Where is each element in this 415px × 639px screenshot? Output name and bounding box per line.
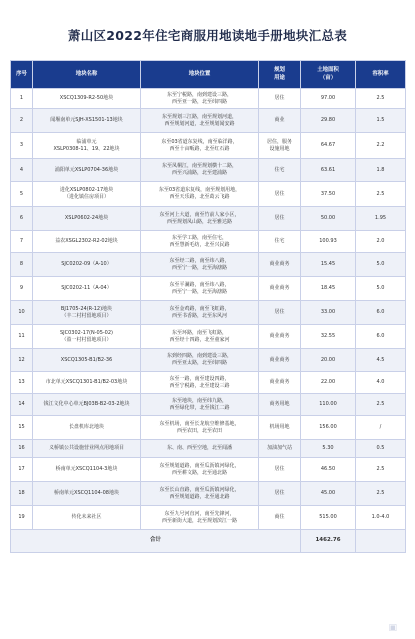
cell-name: 长盘机库北地块 [33, 416, 141, 440]
cell-use: 居住 [259, 89, 301, 109]
watermark-logo: ▣ [388, 623, 397, 633]
cell-far: 2.5 [356, 482, 406, 506]
cell-area: 63.61 [301, 159, 356, 182]
cell-use: 机场用地 [259, 416, 301, 440]
table-row [11, 458, 406, 482]
cell-location: 东至宁税路，南到建设三路， 西至亚一路，北至纬四路 [141, 89, 259, 109]
land-parcel-table [10, 60, 406, 553]
cell-use: 商业商务 [259, 372, 301, 394]
cell-area: 20.00 [301, 349, 356, 372]
cell-no: 14 [11, 394, 33, 416]
cell-no: 8 [11, 253, 33, 277]
cell-no: 10 [11, 301, 33, 325]
header-location: 地块位置 [141, 61, 259, 89]
table-header-row [11, 61, 406, 89]
cell-far: 2.5 [356, 182, 406, 207]
cell-area: 15.45 [301, 253, 356, 277]
table-row [11, 349, 406, 372]
page-title: 萧山区2022年住宅商服用地读地手册地块汇总表 [67, 28, 348, 43]
cell-no: 17 [11, 458, 33, 482]
cell-far: 2.5 [356, 458, 406, 482]
cell-far: 2.5 [356, 394, 406, 416]
table-row [11, 231, 406, 253]
cell-far: 5.0 [356, 253, 406, 277]
total-far-empty [356, 530, 406, 553]
cell-name: 钱江文化中心单元BJ03B-B2-03-2地块 [33, 394, 141, 416]
table-row [11, 89, 406, 109]
cell-name: XSLP0602-24地块 [33, 207, 141, 231]
cell-area: 46.50 [301, 458, 356, 482]
cell-name: 桥南单元XSCQ1104-3地块 [33, 458, 141, 482]
table-row [11, 109, 406, 133]
cell-location: 东至地块，南至纬九路， 西至绿化带，北至钱江二路 [141, 394, 259, 416]
cell-name: XSCQ1309-R2-50地块 [33, 89, 141, 109]
cell-far: 1.8 [356, 159, 406, 182]
table-row [11, 440, 406, 458]
cell-area: 22.00 [301, 372, 356, 394]
table-row [11, 207, 406, 231]
header-name: 地块名称 [33, 61, 141, 89]
cell-area: 45.00 [301, 482, 356, 506]
cell-name: SJC0302-17(N-05-02) （盈一村村留地项目） [33, 325, 141, 349]
cell-name: 桥南单元XSCQ1104-08地块 [33, 482, 141, 506]
table-row [11, 325, 406, 349]
cell-no: 7 [11, 231, 33, 253]
cell-location: 东至长山直路，南至瓜沥镇河绿化， 西至规划道路，北至通北路 [141, 482, 259, 506]
header-use: 规划 用途 [259, 61, 301, 89]
table-row [11, 301, 406, 325]
total-label: 合计 [11, 530, 301, 553]
table-row [11, 394, 406, 416]
header-no: 序号 [11, 61, 33, 89]
cell-far: 1.5 [356, 109, 406, 133]
cell-area: 32.55 [301, 325, 356, 349]
header-far: 容积率 [356, 61, 406, 89]
cell-use: 商业商务 [259, 277, 301, 301]
cell-no: 13 [11, 372, 33, 394]
cell-area: 18.45 [301, 277, 356, 301]
cell-use: 住宅 [259, 159, 301, 182]
cell-area: 33.00 [301, 301, 356, 325]
cell-name: XSCQ1305-B1/B2-36 [33, 349, 141, 372]
table-row [11, 482, 406, 506]
cell-far: 0.5 [356, 440, 406, 458]
cell-use: 商业商务 [259, 325, 301, 349]
cell-location: 东、南、西至空地，北至闻潘 [141, 440, 259, 458]
cell-location: 东至规划道路，南至瓜沥镇河绿化， 西至耕文路，北至通北路 [141, 458, 259, 482]
cell-area: 97.00 [301, 89, 356, 109]
cell-location: 东至经二路，南至纬八路， 西至宁一路，北至海溏路 [141, 253, 259, 277]
cell-area: 100.93 [301, 231, 356, 253]
cell-no: 3 [11, 133, 33, 159]
cell-location: 东至河上大道，南至竹前人家小区， 西至规划凤山路，北至雅达路 [141, 207, 259, 231]
cell-use: 居住，服务 设施用地 [259, 133, 301, 159]
table-row [11, 133, 406, 159]
cell-location: 东到经四路，南到建设三路， 西至亚太路，北至纬四路 [141, 349, 259, 372]
cell-no: 2 [11, 109, 33, 133]
cell-far: 2.0 [356, 231, 406, 253]
cell-use: 居住 [259, 207, 301, 231]
cell-name: BJ1705-24(R-12)地块 （丰二村村留地项目） [33, 301, 141, 325]
cell-far: 2.5 [356, 89, 406, 109]
cell-no: 16 [11, 440, 33, 458]
cell-use: 居住 [259, 182, 301, 207]
header-area: 土地面积 （亩） [301, 61, 356, 89]
cell-no: 19 [11, 506, 33, 530]
cell-name: 临浦单元 XSLP0308-11、19、22地块 [33, 133, 141, 159]
cell-location: 东至平澜路，南至纬八路， 西至宁一路，北至海溏路 [141, 277, 259, 301]
cell-no: 5 [11, 182, 33, 207]
cell-use: 居住 [259, 458, 301, 482]
cell-use: 商住 [259, 506, 301, 530]
cell-area: 515.00 [301, 506, 356, 530]
cell-use: 商务用地 [259, 394, 301, 416]
cell-use: 居住 [259, 482, 301, 506]
cell-location: 东至03省道东复线，南至规划用地， 西至天乐路，北至葛云飞路 [141, 182, 259, 207]
table-row [11, 372, 406, 394]
cell-far: 6.0 [356, 325, 406, 349]
cell-name: 浦阳单元XSLP0704-36地块 [33, 159, 141, 182]
table-row [11, 416, 406, 440]
total-row [11, 530, 406, 553]
cell-area: 37.50 [301, 182, 356, 207]
cell-name: 闻堰南单元SJH-XS1501-13地块 [33, 109, 141, 133]
table-row [11, 506, 406, 530]
table-row [11, 182, 406, 207]
cell-name: 市北单元XSCQ1301-B1/B2-03地块 [33, 372, 141, 394]
cell-no: 15 [11, 416, 33, 440]
cell-far: / [356, 416, 406, 440]
cell-far: 2.2 [356, 133, 406, 159]
cell-location: 东至金鸡路，南至飞虹路， 西至书香路，北至东风河 [141, 301, 259, 325]
cell-far: 1.95 [356, 207, 406, 231]
cell-area: 110.00 [301, 394, 356, 416]
table-row [11, 253, 406, 277]
table-row [11, 277, 406, 301]
cell-no: 6 [11, 207, 33, 231]
cell-area: 5.30 [301, 440, 356, 458]
cell-location: 东至03省道东复线，南至临洋路， 西至十亩畈路，北至红石路 [141, 133, 259, 159]
cell-use: 居住 [259, 301, 301, 325]
cell-name: 进化XSLP0802-17地块 （进化镇住房项目） [33, 182, 141, 207]
cell-area: 50.00 [301, 207, 356, 231]
cell-no: 1 [11, 89, 33, 109]
cell-name: 义桥镇公共设施营业网点用地项目 [33, 440, 141, 458]
cell-area: 29.80 [301, 109, 356, 133]
cell-name: SJC0202-09（A-10） [33, 253, 141, 277]
cell-no: 18 [11, 482, 33, 506]
cell-location: 东至机场，南至长龙航空维修基地， 西至农田，北至农田 [141, 416, 259, 440]
table-row [11, 159, 406, 182]
cell-area: 156.00 [301, 416, 356, 440]
total-area: 1462.76 [301, 530, 356, 553]
cell-area: 64.67 [301, 133, 356, 159]
cell-far: 5.0 [356, 277, 406, 301]
cell-no: 4 [11, 159, 33, 182]
cell-location: 东至环路，南至飞虹路， 西至经十四路，北至童家河 [141, 325, 259, 349]
cell-use: 商业商务 [259, 349, 301, 372]
cell-use: 商业商务 [259, 253, 301, 277]
cell-no: 9 [11, 277, 33, 301]
cell-location: 东至一路，南至建设四路， 西至宁税路，北至建设三路 [141, 372, 259, 394]
cell-name: 益农XSGL2302-R2-02地块 [33, 231, 141, 253]
cell-far: 4.0 [356, 372, 406, 394]
cell-use: 加油加气站 [259, 440, 301, 458]
cell-use: 住宅 [259, 231, 301, 253]
cell-location: 东至学工路，南至住宅， 西至慧新毛纺，北至兴民路 [141, 231, 259, 253]
cell-far: 1.0-4.0 [356, 506, 406, 530]
cell-location: 东至凤桐江，南至规划横十二路， 西至兴浦路，北至建浦路 [141, 159, 259, 182]
cell-no: 12 [11, 349, 33, 372]
cell-name: 传化未来社区 [33, 506, 141, 530]
cell-use: 商业 [259, 109, 301, 133]
cell-far: 6.0 [356, 301, 406, 325]
cell-location: 东至九号河直河，南至先锋河， 西至新街大道，北至规划滨江一路 [141, 506, 259, 530]
cell-name: SJC0202-11（A-04） [33, 277, 141, 301]
cell-location: 东至规划三江路，南至规划河道， 西至规划河道，北至规划闻安路 [141, 109, 259, 133]
cell-far: 4.5 [356, 349, 406, 372]
cell-no: 11 [11, 325, 33, 349]
